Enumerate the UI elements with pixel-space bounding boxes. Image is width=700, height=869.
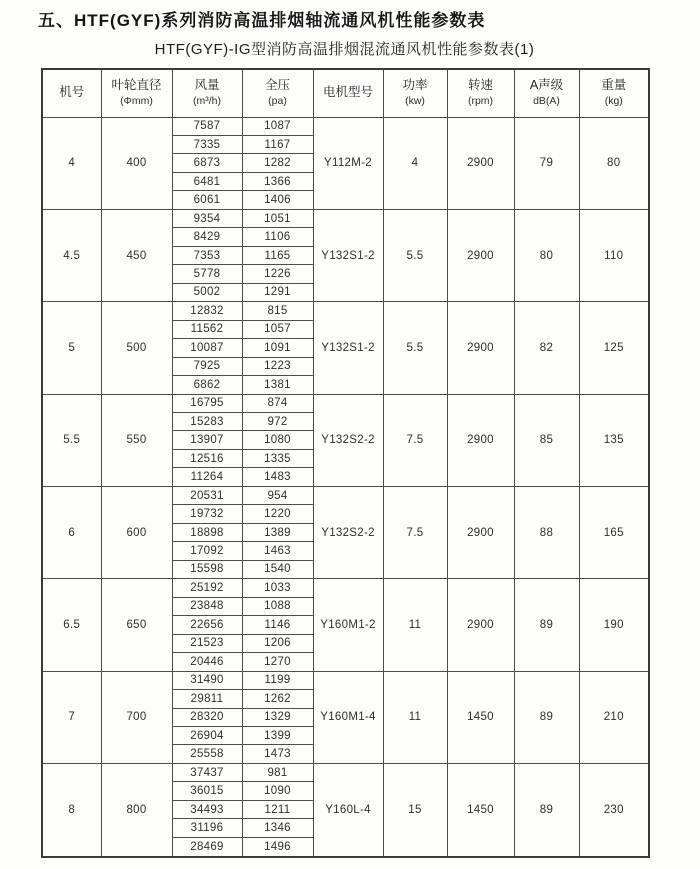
cell-total-pressure: 1080	[242, 431, 313, 449]
cell-impeller-diameter: 550	[101, 394, 172, 486]
column-header-speed	[447, 69, 514, 117]
cell-air-flow: 13907	[172, 431, 242, 449]
cell-air-flow: 7587	[172, 117, 242, 135]
cell-air-flow: 11264	[172, 468, 242, 486]
cell-noise-level: 85	[514, 394, 579, 486]
cell-total-pressure: 1473	[242, 745, 313, 763]
header-row	[42, 69, 649, 117]
cell-total-pressure: 1087	[242, 117, 313, 135]
column-header-model-no	[42, 69, 101, 117]
cell-power: 5.5	[383, 209, 447, 301]
cell-speed: 2900	[447, 209, 514, 301]
cell-impeller-diameter: 450	[101, 209, 172, 301]
cell-weight: 210	[579, 671, 649, 763]
cell-air-flow: 20531	[172, 486, 242, 504]
cell-air-flow: 31196	[172, 819, 242, 837]
cell-total-pressure: 981	[242, 763, 313, 781]
cell-air-flow: 25192	[172, 579, 242, 597]
cell-air-flow: 12516	[172, 449, 242, 467]
cell-power: 4	[383, 117, 447, 209]
cell-air-flow: 21523	[172, 634, 242, 652]
cell-air-flow: 17092	[172, 542, 242, 560]
cell-air-flow: 7335	[172, 135, 242, 153]
cell-air-flow: 36015	[172, 782, 242, 800]
cell-motor-model: Y112M-2	[313, 117, 383, 209]
cell-impeller-diameter: 600	[101, 486, 172, 578]
cell-total-pressure: 1483	[242, 468, 313, 486]
cell-speed: 2900	[447, 117, 514, 209]
cell-air-flow: 11562	[172, 320, 242, 338]
table-row	[42, 671, 649, 689]
cell-total-pressure: 1090	[242, 782, 313, 800]
table-body	[42, 117, 649, 857]
cell-total-pressure: 972	[242, 413, 313, 431]
column-header-noise-level	[514, 69, 579, 117]
cell-model-no: 6.5	[42, 579, 101, 671]
cell-weight: 230	[579, 763, 649, 857]
cell-total-pressure: 1389	[242, 523, 313, 541]
cell-noise-level: 89	[514, 671, 579, 763]
cell-speed: 2900	[447, 394, 514, 486]
cell-power: 7.5	[383, 394, 447, 486]
cell-total-pressure: 1167	[242, 135, 313, 153]
column-header-unit: (kg)	[604, 95, 623, 107]
cell-total-pressure: 1496	[242, 837, 313, 857]
column-header-air-flow	[172, 69, 242, 117]
cell-air-flow: 26904	[172, 726, 242, 744]
cell-total-pressure: 1540	[242, 560, 313, 578]
cell-total-pressure: 1406	[242, 191, 313, 209]
cell-total-pressure: 1223	[242, 357, 313, 375]
cell-motor-model: Y160L-4	[313, 763, 383, 857]
table-row	[42, 117, 649, 135]
column-header-label: 转速	[467, 78, 493, 93]
page-title: 五、HTF(GYF)系列消防高温排烟轴流通风机性能参数表	[38, 11, 486, 30]
cell-total-pressure: 1262	[242, 690, 313, 708]
cell-noise-level: 89	[514, 763, 579, 857]
cell-total-pressure: 1335	[242, 449, 313, 467]
cell-air-flow: 23848	[172, 597, 242, 615]
cell-weight: 80	[579, 117, 649, 209]
column-header-label: 叶轮直径	[111, 78, 162, 93]
cell-speed: 2900	[447, 486, 514, 578]
table-row	[42, 486, 649, 504]
cell-impeller-diameter: 800	[101, 763, 172, 857]
cell-air-flow: 34493	[172, 800, 242, 818]
column-header-unit: dB(A)	[533, 95, 560, 107]
cell-motor-model: Y132S2-2	[313, 394, 383, 486]
cell-impeller-diameter: 400	[101, 117, 172, 209]
cell-speed: 2900	[447, 302, 514, 394]
cell-air-flow: 28320	[172, 708, 242, 726]
cell-noise-level: 79	[514, 117, 579, 209]
table-title: HTF(GYF)-IG型消防高温排烟混流通风机性能参数表(1)	[154, 41, 535, 58]
cell-total-pressure: 1211	[242, 800, 313, 818]
cell-air-flow: 12832	[172, 302, 242, 320]
cell-total-pressure: 1199	[242, 671, 313, 689]
cell-air-flow: 31490	[172, 671, 242, 689]
cell-air-flow: 10087	[172, 339, 242, 357]
cell-power: 11	[383, 579, 447, 671]
cell-power: 11	[383, 671, 447, 763]
cell-model-no: 5.5	[42, 394, 101, 486]
cell-total-pressure: 1165	[242, 246, 313, 264]
cell-speed: 2900	[447, 579, 514, 671]
cell-weight: 110	[579, 209, 649, 301]
column-header-unit: (kw)	[405, 95, 425, 107]
cell-motor-model: Y132S1-2	[313, 209, 383, 301]
cell-total-pressure: 954	[242, 486, 313, 504]
cell-air-flow: 8429	[172, 228, 242, 246]
column-header-impeller-diameter	[101, 69, 172, 117]
cell-air-flow: 6873	[172, 154, 242, 172]
cell-total-pressure: 1226	[242, 265, 313, 283]
cell-motor-model: Y132S2-2	[313, 486, 383, 578]
cell-total-pressure: 1057	[242, 320, 313, 338]
cell-speed: 1450	[447, 763, 514, 857]
column-header-motor-model	[313, 69, 383, 117]
cell-air-flow: 20446	[172, 653, 242, 671]
cell-model-no: 8	[42, 763, 101, 857]
cell-air-flow: 7925	[172, 357, 242, 375]
column-header-unit: (pa)	[268, 95, 287, 107]
cell-total-pressure: 1381	[242, 376, 313, 394]
cell-weight: 165	[579, 486, 649, 578]
cell-air-flow: 16795	[172, 394, 242, 412]
cell-air-flow: 6061	[172, 191, 242, 209]
cell-total-pressure: 1282	[242, 154, 313, 172]
column-header-label: A声级	[529, 78, 564, 93]
cell-air-flow: 15283	[172, 413, 242, 431]
column-header-unit: (rpm)	[467, 95, 494, 107]
table-row	[42, 302, 649, 320]
cell-power: 7.5	[383, 486, 447, 578]
cell-impeller-diameter: 500	[101, 302, 172, 394]
column-header-unit: (Φmm)	[120, 95, 153, 107]
cell-air-flow: 9354	[172, 209, 242, 227]
cell-total-pressure: 1091	[242, 339, 313, 357]
table-row	[42, 763, 649, 781]
cell-noise-level: 82	[514, 302, 579, 394]
cell-motor-model: Y160M1-4	[313, 671, 383, 763]
cell-total-pressure: 1106	[242, 228, 313, 246]
table-row	[42, 579, 649, 597]
performance-table	[41, 68, 650, 858]
cell-model-no: 7	[42, 671, 101, 763]
column-header-label: 机号	[59, 85, 85, 100]
cell-total-pressure: 1051	[242, 209, 313, 227]
cell-total-pressure: 1329	[242, 708, 313, 726]
cell-motor-model: Y132S1-2	[313, 302, 383, 394]
cell-air-flow: 28469	[172, 837, 242, 857]
cell-total-pressure: 1346	[242, 819, 313, 837]
cell-total-pressure: 874	[242, 394, 313, 412]
column-header-label: 功率	[402, 78, 428, 93]
column-header-label: 电机型号	[322, 85, 373, 100]
cell-air-flow: 19732	[172, 505, 242, 523]
cell-air-flow: 18898	[172, 523, 242, 541]
cell-total-pressure: 1146	[242, 616, 313, 634]
cell-model-no: 4.5	[42, 209, 101, 301]
cell-air-flow: 5778	[172, 265, 242, 283]
column-header-weight	[579, 69, 649, 117]
cell-air-flow: 29811	[172, 690, 242, 708]
column-header-total-pressure	[242, 69, 313, 117]
cell-noise-level: 88	[514, 486, 579, 578]
cell-air-flow: 6481	[172, 172, 242, 190]
column-header-label: 风量	[194, 78, 220, 93]
table-row	[42, 209, 649, 227]
cell-total-pressure: 815	[242, 302, 313, 320]
cell-total-pressure: 1088	[242, 597, 313, 615]
cell-total-pressure: 1291	[242, 283, 313, 301]
cell-model-no: 5	[42, 302, 101, 394]
cell-total-pressure: 1220	[242, 505, 313, 523]
column-header-label: 重量	[601, 78, 627, 93]
column-header-power	[383, 69, 447, 117]
cell-power: 5.5	[383, 302, 447, 394]
cell-air-flow: 7353	[172, 246, 242, 264]
column-header-label: 全压	[264, 78, 290, 93]
table-row	[42, 394, 649, 412]
cell-noise-level: 80	[514, 209, 579, 301]
cell-air-flow: 22656	[172, 616, 242, 634]
cell-impeller-diameter: 700	[101, 671, 172, 763]
cell-noise-level: 89	[514, 579, 579, 671]
cell-speed: 1450	[447, 671, 514, 763]
column-header-unit: (m³/h)	[193, 95, 221, 107]
cell-air-flow: 25558	[172, 745, 242, 763]
cell-weight: 190	[579, 579, 649, 671]
cell-total-pressure: 1366	[242, 172, 313, 190]
cell-weight: 135	[579, 394, 649, 486]
cell-motor-model: Y160M1-2	[313, 579, 383, 671]
cell-weight: 125	[579, 302, 649, 394]
cell-model-no: 6	[42, 486, 101, 578]
cell-total-pressure: 1463	[242, 542, 313, 560]
cell-total-pressure: 1270	[242, 653, 313, 671]
cell-air-flow: 5002	[172, 283, 242, 301]
cell-total-pressure: 1033	[242, 579, 313, 597]
cell-impeller-diameter: 650	[101, 579, 172, 671]
cell-air-flow: 6862	[172, 376, 242, 394]
cell-air-flow: 15598	[172, 560, 242, 578]
cell-total-pressure: 1399	[242, 726, 313, 744]
cell-air-flow: 37437	[172, 763, 242, 781]
cell-power: 15	[383, 763, 447, 857]
cell-total-pressure: 1206	[242, 634, 313, 652]
cell-model-no: 4	[42, 117, 101, 209]
